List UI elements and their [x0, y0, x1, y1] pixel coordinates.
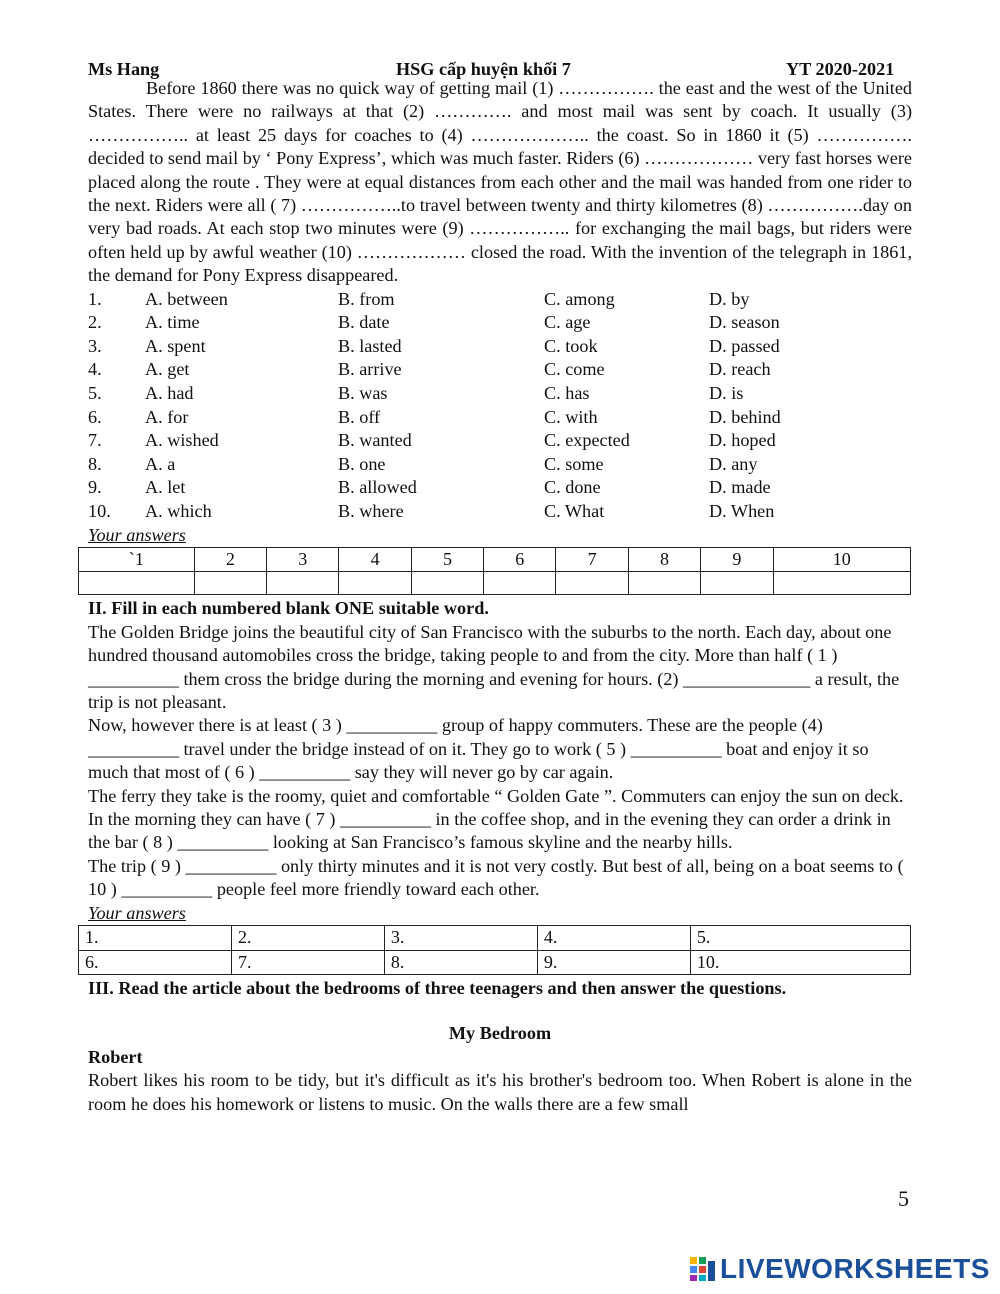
robert-text: Robert likes his room to be tidy, but it's difficult as it's his brother's bedroom too. When Robert is alone in the room he does his homework or listens to music. On the walls there are a few small — [88, 1070, 912, 1114]
option-d: D. is — [709, 383, 744, 404]
option-b: B. where — [338, 501, 404, 521]
option-b: B. was — [338, 383, 388, 404]
question-number: 6. — [88, 406, 102, 427]
option-b: B. allowed — [338, 477, 417, 498]
question-number: 2. — [88, 312, 102, 333]
page-number: 5 — [898, 1186, 909, 1211]
option-b: B. from — [338, 288, 395, 309]
article-title: My Bedroom — [448, 1023, 552, 1044]
answer-header-cell: 7 — [556, 548, 628, 572]
answer-input-cell[interactable] — [701, 572, 773, 595]
option-d: D. made — [709, 477, 771, 498]
option-b: B. arrive — [338, 359, 402, 380]
logo-blocks-icon — [690, 1257, 716, 1281]
option-d: D. hoped — [709, 430, 776, 451]
option-a: A. let — [145, 477, 186, 498]
answer-cell[interactable]: 3. — [384, 926, 537, 950]
option-a: A. between — [145, 288, 228, 309]
logo-text: LIVEWORKSHEETS — [720, 1253, 990, 1284]
page-header — [88, 58, 912, 82]
option-row — [88, 500, 912, 524]
answer-input-cell[interactable] — [628, 572, 700, 595]
answer-table-2 — [78, 925, 911, 975]
option-d: D. When — [709, 501, 775, 521]
option-a: A. wished — [145, 430, 219, 451]
header-title: HSG cấp huyện khối 7 — [396, 59, 571, 79]
answer-cell[interactable]: 1. — [79, 926, 232, 950]
option-d: D. season — [709, 312, 780, 333]
question-number: 1. — [88, 288, 102, 309]
answer-input-cell[interactable] — [556, 572, 628, 595]
worksheet-page — [85, 58, 912, 1116]
answer-input-cell[interactable] — [484, 572, 556, 595]
liveworksheets-logo — [690, 1253, 990, 1285]
question-number: 10. — [88, 501, 111, 521]
option-row — [88, 406, 912, 430]
answer-input-cell[interactable] — [267, 572, 339, 595]
question-number: 5. — [88, 383, 102, 404]
answer-input-cell[interactable] — [79, 572, 195, 595]
header-year: YT 2020-2021 — [786, 59, 895, 79]
passage-paragraph: The ferry they take is the roomy, quiet and comfortable “ Golden Gate ”. Commuters can enjoy the sun on deck. In the morning they can have ( 7 ) __________ in the coffee shop, and in the evening they can order a drink in the bar ( 8 ) __________ looking at San Francisco’s famous skyline and the nearby hills. — [88, 785, 904, 853]
header-teacher: Ms Hang — [88, 59, 160, 79]
option-b: B. date — [338, 312, 390, 333]
option-row — [88, 382, 912, 406]
section-3-title: III. Read the article about the bedrooms of three teenagers and then answer the questions. — [88, 977, 787, 998]
answer-cell[interactable]: 5. — [690, 926, 910, 950]
option-row — [88, 453, 912, 477]
answer-cell[interactable]: 7. — [231, 950, 384, 974]
option-d: D. reach — [709, 359, 771, 380]
option-row — [88, 288, 912, 312]
question-number: 9. — [88, 477, 102, 498]
answer-input-cell[interactable] — [411, 572, 483, 595]
answer-header-cell: 8 — [628, 548, 700, 572]
option-a: A. for — [145, 406, 189, 427]
answer-header-cell: 5 — [411, 548, 483, 572]
passage-paragraph: Now, however there is at least ( 3 ) __________ group of happy commuters. These are the people (4) __________ travel under the bridge instead of on it. They go to work ( 5 ) __________ boat and enjoy it so much that most of ( 6 ) __________ say they will never go by car again. — [88, 715, 869, 783]
option-d: D. passed — [709, 335, 780, 356]
question-number: 7. — [88, 430, 102, 451]
robert-heading: Robert — [88, 1046, 143, 1067]
option-c: C. age — [544, 312, 591, 333]
answer-cell[interactable]: 2. — [231, 926, 384, 950]
option-a: A. time — [145, 312, 200, 333]
option-row — [88, 476, 912, 500]
option-b: B. off — [338, 406, 381, 427]
passage-pony-express: Before 1860 there was no quick way of getting mail (1) ……………. the east and the west of the United States. There were no railways at that (2) …………. and most mail was sent by coach. It usually (3) …………….. at least 25 days for coaches to (4) ……………….. the coast. So in 1860 it (5) ……………. decided to send mail by ‘ Pony Express’, which was much faster. Riders (6) ……………… very fast horses were placed along the route . They were at equal distances from each other and the mail was handed from one rider to the next. Riders were all ( 7) ……………..to travel between twenty and thirty kilometres (8) …………….day on very bad roads. At each stop two minutes were (9) …………….. for exchanging the mail bags, but riders were often held up by awful weather (10) ……………… closed the road. With the invention of the telegraph in 1861, the demand for Pony Express disappeared. — [88, 78, 912, 286]
question-number: 4. — [88, 359, 102, 380]
answer-cell[interactable]: 9. — [537, 950, 690, 974]
option-b: B. one — [338, 453, 386, 474]
option-row — [88, 335, 912, 359]
answer-header-cell: 9 — [701, 548, 773, 572]
option-c: C. some — [544, 453, 604, 474]
answer-header-cell: 3 — [267, 548, 339, 572]
section-2-title: II. Fill in each numbered blank ONE suitable word. — [88, 598, 489, 619]
answer-cell[interactable]: 8. — [384, 950, 537, 974]
question-number: 3. — [88, 335, 102, 356]
option-c: C. done — [544, 477, 601, 498]
option-row — [88, 311, 912, 335]
question-number: 8. — [88, 453, 102, 474]
option-a: A. which — [145, 501, 212, 521]
option-a: A. get — [145, 359, 190, 380]
passage-golden-bridge — [88, 621, 912, 902]
option-c: C. took — [544, 335, 598, 356]
answer-table-1 — [78, 547, 911, 595]
answer-cell[interactable]: 6. — [79, 950, 232, 974]
passage-paragraph: The trip ( 9 ) __________ only thirty minutes and it is not very costly. But best of all, being on a boat seems to ( 10 ) __________ people feel more friendly toward each other. — [88, 855, 904, 900]
your-answers-label-2: Your answers — [88, 902, 186, 923]
answer-header-cell: `1 — [79, 548, 195, 572]
option-b: B. lasted — [338, 335, 402, 356]
option-a: A. a — [145, 453, 176, 474]
option-row — [88, 358, 912, 382]
options-list — [88, 288, 912, 524]
option-c: C. come — [544, 359, 605, 380]
option-d: D. any — [709, 453, 758, 474]
option-c: C. What — [544, 501, 605, 521]
option-a: A. spent — [145, 335, 206, 356]
answer-input-cell[interactable] — [194, 572, 266, 595]
answer-input-cell[interactable] — [773, 572, 911, 595]
answer-header-cell: 2 — [194, 548, 266, 572]
option-c: C. with — [544, 406, 598, 427]
option-b: B. wanted — [338, 430, 412, 451]
your-answers-label-1: Your answers — [88, 524, 186, 545]
answer-cell[interactable]: 10. — [690, 950, 910, 974]
option-row — [88, 429, 912, 453]
answer-header-cell: 4 — [339, 548, 411, 572]
answer-cell[interactable]: 4. — [537, 926, 690, 950]
option-d: D. by — [709, 288, 750, 309]
answer-input-cell[interactable] — [339, 572, 411, 595]
passage-paragraph: The Golden Bridge joins the beautiful city of San Francisco with the suburbs to the north. Each day, about one hundred thousand automobiles cross the bridge, taking people to and from the city. More than half ( 1 ) __________ them cross the bridge during the morning and evening for hours. (2) ______________ a result, the trip is not pleasant. — [88, 621, 900, 713]
option-c: C. among — [544, 288, 615, 309]
option-a: A. had — [145, 383, 194, 404]
option-c: C. has — [544, 383, 590, 404]
answer-header-cell: 10 — [773, 548, 911, 572]
answer-header-cell: 6 — [484, 548, 556, 572]
option-d: D. behind — [709, 406, 781, 427]
option-c: C. expected — [544, 430, 630, 451]
